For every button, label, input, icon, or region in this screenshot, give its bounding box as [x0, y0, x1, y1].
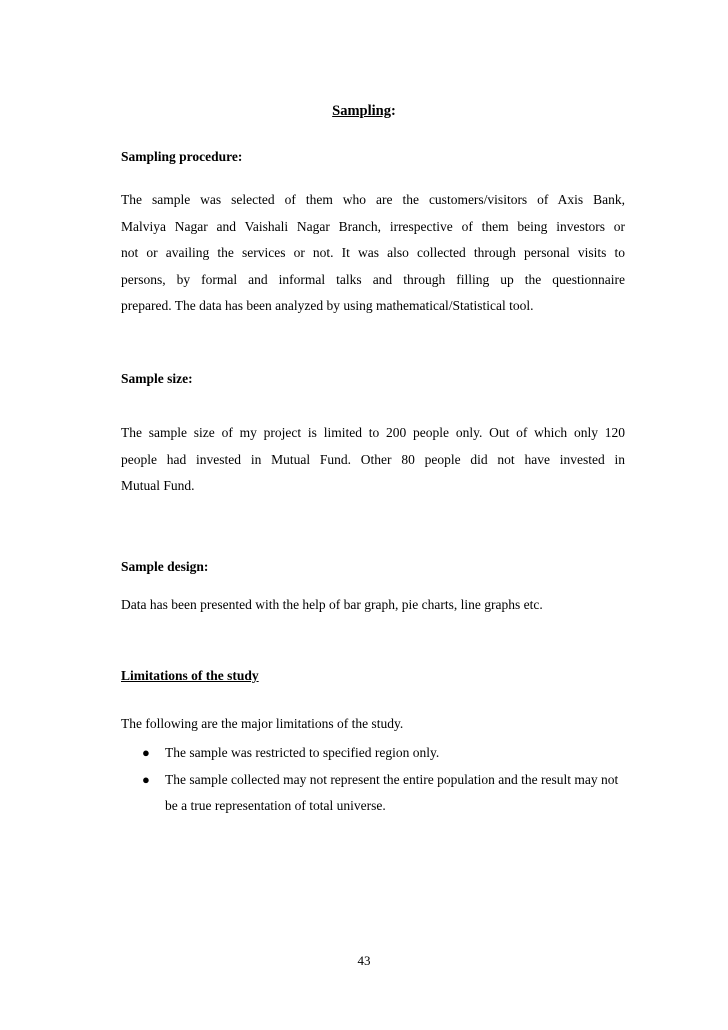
limitations-intro: The following are the major limitations of the study. [121, 716, 404, 731]
list-item-text: The sample was restricted to specified region only. [165, 745, 440, 760]
section-heading-limitations: Limitations of the study [121, 668, 259, 683]
procedure-line: prepared. The data has been analyzed by using mathematical/Statistical tool. [121, 298, 534, 313]
size-line: people had invested in Mutual Fund. Other 80 people did not have invested in [121, 451, 625, 467]
page-title-colon: : [391, 103, 396, 119]
design-paragraph: Data has been presented with the help of bar graph, pie charts, line graphs etc. [121, 597, 543, 612]
size-line: The sample size of my project is limited to 200 people only. Out of which only 120 [121, 425, 625, 440]
page-title [0, 103, 728, 120]
limitations-list [121, 740, 681, 820]
bullet-icon: ● [142, 771, 150, 787]
procedure-line: persons, by formal and informal talks and through filling up the questionnaire [121, 271, 625, 287]
size-paragraph [121, 420, 625, 500]
size-line: Mutual Fund. [121, 478, 195, 493]
procedure-line: Malviya Nagar and Vaishali Nagar Branch, irrespective of them being investors or [121, 218, 625, 234]
procedure-line: not or availing the services or not. It was also collected through personal visits to [121, 245, 625, 260]
list-item-text: be a true representation of total universe. [165, 798, 386, 813]
list-item-text: The sample collected may not represent the entire population and the result may not [165, 771, 619, 787]
procedure-paragraph [121, 187, 625, 320]
page-title-word: Sampling [332, 103, 391, 119]
bullet-icon: ● [142, 745, 150, 760]
procedure-line: The sample was selected of them who are the customers/visitors of Axis Bank, [121, 192, 625, 207]
section-heading-size: Sample size: [121, 371, 193, 386]
list-item [121, 740, 681, 767]
section-heading-design: Sample design: [121, 559, 209, 574]
list-item [121, 767, 681, 820]
section-heading-procedure: Sampling procedure: [121, 149, 243, 164]
page-number: 43 [357, 953, 371, 968]
